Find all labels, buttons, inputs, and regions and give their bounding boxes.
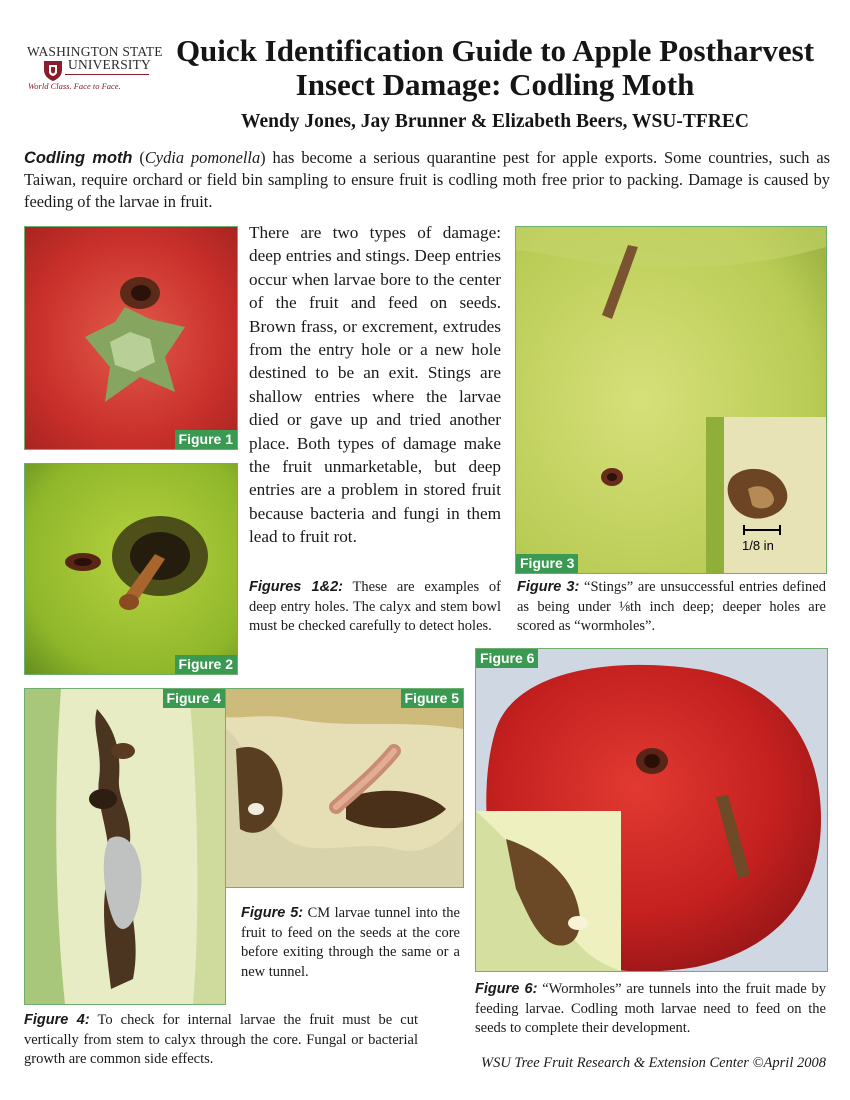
caption-6-text: “Wormholes” are tunnels into the fruit made by feeding larvae. Codling moth larvae need to feed on the seeds to complete their development.: [475, 981, 826, 1036]
figure-4-image: [25, 689, 225, 1004]
page-title: [150, 34, 840, 102]
figure-1-label: Figure 1: [175, 430, 237, 449]
caption-figure-4: [24, 1011, 418, 1070]
figure-5-photo: [225, 688, 464, 888]
figure-2-label: Figure 2: [175, 655, 237, 674]
caption-5-text: CM larvae tunnel into the fruit to feed on the seeds at the core before exiting through the same or a new tunnel.: [241, 905, 460, 980]
figure-6-label: Figure 6: [476, 649, 538, 668]
caption-5-label: Figure 5:: [241, 905, 304, 921]
figure-3-photo: [515, 226, 827, 574]
figure-1-image: [25, 227, 237, 449]
logo-rule: [65, 74, 149, 75]
intro-lead: Codling moth: [24, 149, 133, 167]
caption-3-label: Figure 3:: [517, 579, 580, 595]
title-line-2: Insect Damage: Codling Moth: [295, 67, 695, 102]
figure-2-photo: [24, 463, 238, 675]
scale-bar-icon: [742, 524, 782, 536]
figure-3-label: Figure 3: [516, 554, 578, 573]
caption-4-label: Figure 4:: [24, 1012, 90, 1028]
logo-tagline: World Class. Face to Face.: [28, 81, 121, 91]
figure-4-photo: [24, 688, 226, 1005]
caption-figures-1-2: [249, 578, 501, 637]
intro-text: ) has become a serious quarantine pest for apple exports. Some countries, such as Taiwan, require orchard or field bin sampling to ensure fruit is codling moth free prior to packing. Damage is caused by feeding of the larvae in fruit.: [24, 148, 831, 211]
scale-bar-label: 1/8 in: [742, 538, 774, 553]
intro-paragraph: [24, 147, 830, 213]
figure-5-image: [226, 689, 463, 887]
caption-4-text: To check for internal larvae the fruit must be cut vertically from stem to calyx through the core. Fungal or bacterial growth are common side effects.: [24, 1012, 418, 1067]
caption-6-label: Figure 6:: [475, 981, 538, 997]
caption-1-2-label: Figures 1&2:: [249, 579, 343, 595]
caption-1-2-text: These are examples of deep entry holes. The calyx and stem bowl must be checked carefully to detect holes.: [249, 579, 501, 634]
authors: Wendy Jones, Jay Brunner & Elizabeth Beers, WSU-TFREC: [241, 111, 749, 132]
caption-figure-6: [475, 980, 826, 1039]
logo-text-line2: UNIVERSITY: [68, 57, 151, 72]
title-line-1: Quick Identification Guide to Apple Postharvest: [175, 33, 815, 68]
intro-species-open: (: [132, 148, 145, 167]
figure-1-photo: [24, 226, 238, 450]
wsu-shield-icon: [43, 60, 63, 82]
wsu-logo: [25, 44, 163, 94]
footer-credit: WSU Tree Fruit Research & Extension Center ©April 2008: [480, 1055, 826, 1071]
figure-3-image: [516, 227, 826, 573]
figure-4-label: Figure 4: [163, 689, 225, 708]
caption-3-text: “Stings” are unsuccessful entries defined as being under ⅛th inch deep; deeper holes are scored as “wormholes”.: [517, 579, 826, 634]
figure-6-photo: [475, 648, 828, 972]
figure-6-image: [476, 649, 827, 971]
caption-figure-5: [241, 904, 460, 982]
caption-figure-3: [517, 578, 826, 637]
figure-5-label: Figure 5: [401, 689, 463, 708]
logo-text-line1: WASHINGTON STATE: [27, 44, 163, 59]
intro-species: Cydia pomonella: [144, 148, 261, 167]
figure-2-image: [25, 464, 237, 674]
body-text: There are two types of damage: deep entries and stings. Deep entries occur when larvae bore to the center of the fruit and feed on seeds. Brown frass, or excrement, extrudes from the entry hole or a new hole destined to be an exit. Stings are shallow entries where the larvae died or gave up and tried another place. Both types of damage make the fruit unmarketable, but deep entries are a problem in stored fruit because bacteria and fungi in them lead to fruit rot.: [249, 223, 501, 547]
